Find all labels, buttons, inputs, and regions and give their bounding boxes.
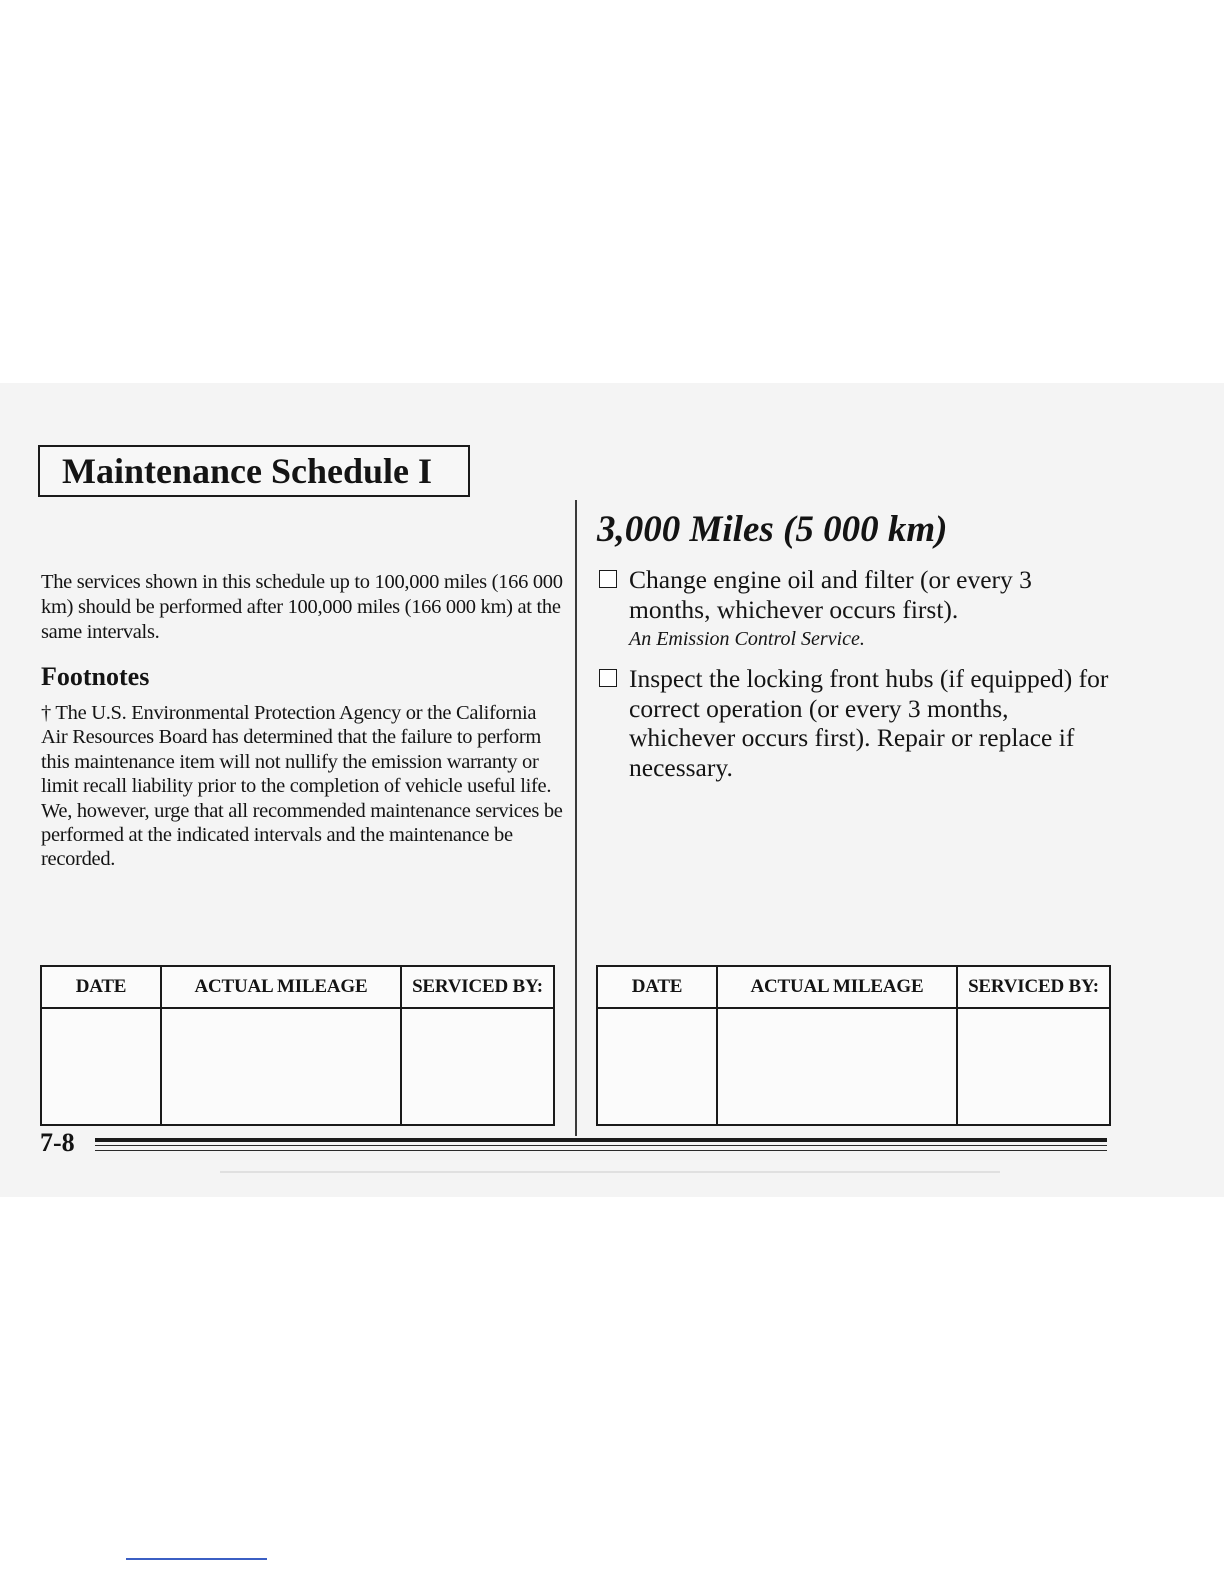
page-number: 7-8: [40, 1128, 75, 1157]
service-text: Inspect the locking front hubs (if equipped) for correct operation (or every 3 months, whichever occurs first). Repair or replace if necessary.: [629, 664, 1109, 782]
footer-rule: [95, 1150, 1107, 1151]
column-header-date: DATE: [41, 966, 161, 1008]
link-underline[interactable]: [126, 1558, 267, 1560]
page-edge-shadow: [220, 1171, 1000, 1173]
service-text: Change engine oil and filter (or every 3 months, whichever occurs first).: [629, 565, 1032, 624]
section-title: Maintenance Schedule I: [38, 445, 470, 497]
column-header-actual-mileage: ACTUAL MILEAGE: [161, 966, 401, 1008]
footnote-paragraph: † The U.S. Environmental Protection Agency or the California Air Resources Board has determined that the failure to perform this maintenance item will not nullify the emission warranty or limit recall liability prior to the completion of vehicle useful life. We, however, urge that all recommended maintenance services be performed at the indicated intervals and the maintenance be recorded.: [41, 702, 563, 871]
date-cell[interactable]: [41, 1008, 161, 1125]
column-header-serviced-by: SERVICED BY:: [401, 966, 554, 1008]
service-record-table-left: [40, 965, 555, 1126]
service-checklist: [598, 565, 1118, 782]
actual-mileage-cell[interactable]: [161, 1008, 401, 1125]
service-item-oil-change: [598, 565, 1118, 654]
serviced-by-cell[interactable]: [957, 1008, 1110, 1125]
actual-mileage-cell[interactable]: [717, 1008, 957, 1125]
checkbox-front-hubs[interactable]: [599, 669, 617, 687]
footer-rule: [95, 1138, 1107, 1142]
interval-heading: 3,000 Miles (5 000 km): [597, 509, 948, 550]
service-item-front-hubs: [598, 664, 1118, 782]
serviced-by-cell[interactable]: [401, 1008, 554, 1125]
column-divider: [575, 500, 577, 1136]
date-cell[interactable]: [597, 1008, 717, 1125]
checkbox-oil-change[interactable]: [599, 570, 617, 588]
emission-control-note: An Emission Control Service.: [629, 628, 865, 650]
footnotes-heading: Footnotes: [41, 662, 150, 691]
footer-rule: [95, 1145, 1107, 1146]
table-row: [597, 1008, 1110, 1125]
column-header-actual-mileage: ACTUAL MILEAGE: [717, 966, 957, 1008]
table-row: [41, 1008, 554, 1125]
column-header-date: DATE: [597, 966, 717, 1008]
column-header-serviced-by: SERVICED BY:: [957, 966, 1110, 1008]
intro-paragraph: The services shown in this schedule up to 100,000 miles (166 000 km) should be performed after 100,000 miles (166 000 km) at the same intervals.: [41, 571, 563, 643]
service-record-table-right: [596, 965, 1111, 1126]
